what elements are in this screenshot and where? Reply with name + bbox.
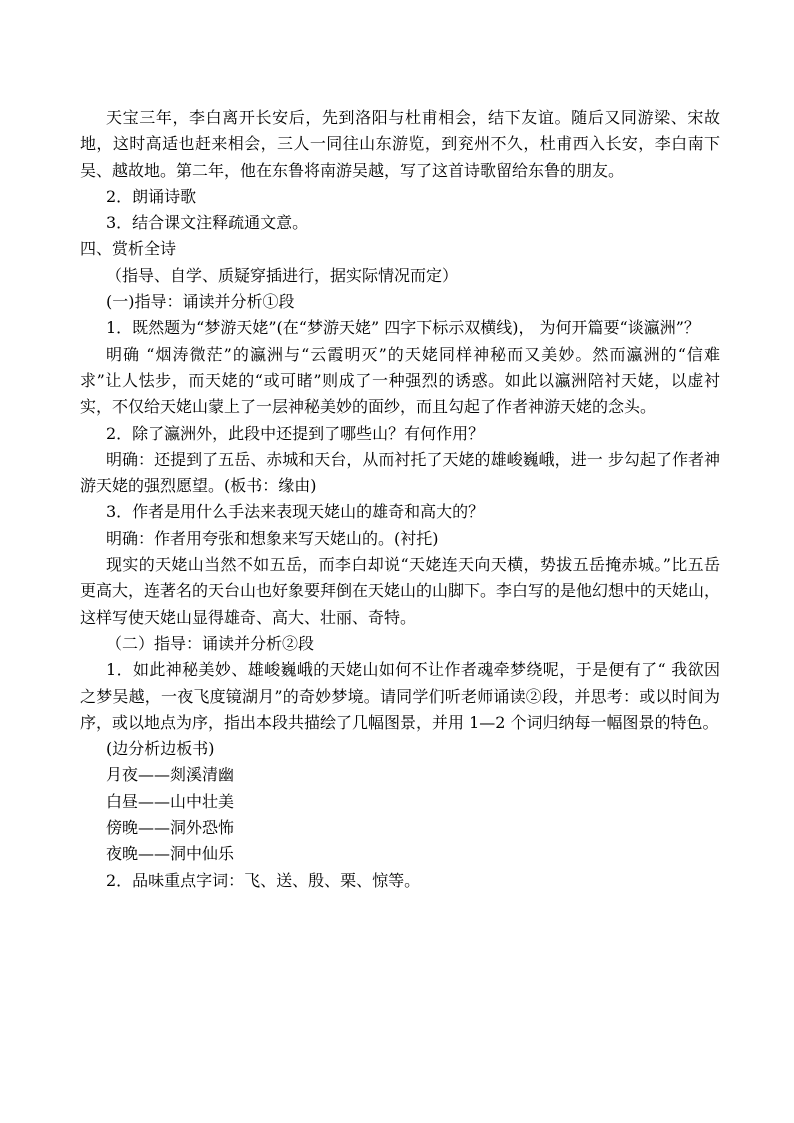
section-step-recite: 2．朗诵诗歌	[106, 186, 197, 206]
answer-2: 明确：还提到了五岳、赤城和天台，从而衬托了天姥的雄峻巍峨，进一 步勾起了作者神游天姥的强烈愿望。(板书：缘由)	[80, 449, 720, 496]
question-1: 1．既然题为“梦游天姥”(在“梦游天姥” 四字下标示双横线)， 为何开篇要“谈瀛洲”？	[106, 318, 700, 338]
subsection-heading-2: （二）指导：诵读并分析②段	[106, 633, 315, 653]
scene-item: 月夜——剡溪清幽	[106, 765, 235, 785]
scene-item: 夜晚——洞中仙乐	[106, 844, 235, 864]
paragraph-background	[80, 105, 720, 184]
question-5: 2．品味重点字词：飞、送、殷、栗、惊等。	[106, 870, 421, 890]
paragraph-text: 天宝三年，李白离开长安后，先到洛阳与杜甫相会，结下友谊。随后又同游梁、宋故地，这时高适也赶来相会，三人一同往山东游览，到兖州不久，杜甫西入长安，李白南下吴、越故地。第二年，他在东鲁将南游吴越，写了这首诗歌留给东鲁的朋友。	[80, 108, 720, 180]
question-4: 1．如此神秘美妙、雄峻巍峨的天姥山如何不让作者魂牵梦绕呢，于是便有了“ 我欲因之梦吴越，一夜飞度镜湖月”的奇妙梦境。请同学们听老师诵读②段，并思考：或以时间为序，或以地点为序，指出本段共描绘了几幅图景，并用 1—2 个词归纳每一幅图景的特色。	[80, 660, 720, 732]
document-body	[80, 105, 720, 894]
board-note: (边分析边板书)	[106, 739, 215, 759]
question-2: 2．除了瀛洲外，此段中还提到了哪些山？有何作用？	[106, 423, 485, 443]
question-3: 3．作者是用什么手法来表现天姥山的雄奇和高大的？	[106, 502, 485, 522]
answer-3: 明确：作者用夸张和想象来写天姥山的。(衬托)	[106, 528, 439, 548]
section-step-annotate: 3．结合课文注释疏通文意。	[106, 213, 309, 233]
subsection-heading-1: (一)指导：诵读并分析①段	[106, 292, 295, 312]
scene-item: 白昼——山中壮美	[106, 791, 235, 811]
answer-1: 明确 “烟涛微茫”的瀛洲与“云霞明灭”的天姥同样神秘而又美妙。然而瀛洲的“信难求”让人怯步，而天姥的“或可睹”则成了一种强烈的诱惑。如此以瀛洲陪衬天姥，以虚衬实，不仅给天姥山蒙上了一层神秘美妙的面纱，而且勾起了作者神游天姥的念头。	[80, 344, 720, 417]
explanation-paragraph: 现实的天姥山当然不如五岳，而李白却说“天姥连天向天横，势拔五岳掩赤城。”比五岳更高大，连著名的天台山也好象要拜倒在天姥山的山脚下。李白写的是他幻想中的天姥山，这样写使天姥山显得雄奇、高大、壮丽、奇特。	[80, 555, 720, 627]
section-heading-appreciation: 四、赏析全诗	[80, 239, 177, 259]
section-note: （指导、自学、质疑穿插进行，据实际情况而定）	[106, 265, 459, 285]
scene-item: 傍晚——洞外恐怖	[106, 818, 235, 838]
